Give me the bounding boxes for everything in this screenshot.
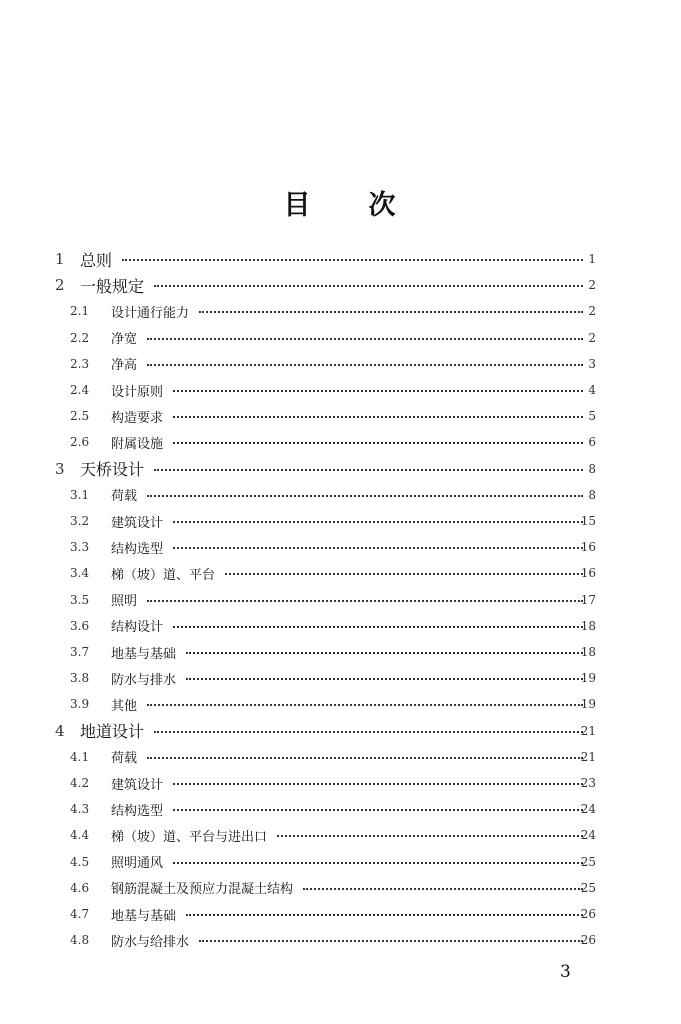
- toc-entry-number: 3.7: [70, 645, 90, 659]
- toc-entry: [0, 665, 681, 691]
- toc-entry: [0, 613, 681, 639]
- toc-entry-title: 地道设计: [80, 722, 145, 742]
- toc-entry: [0, 822, 681, 848]
- toc-entry-number: 3.6: [70, 618, 90, 633]
- toc-entry-number: 4.2: [70, 776, 90, 790]
- toc-leader-dots: [173, 781, 583, 785]
- toc-entry: [0, 482, 681, 508]
- toc-entry-page: 16: [580, 540, 596, 555]
- toc-entry-page: 3: [588, 356, 596, 371]
- toc-entry-title: 总则: [80, 250, 113, 270]
- toc-entry-number: 3.3: [70, 540, 90, 555]
- toc-entry-number: 3.5: [70, 592, 90, 607]
- toc-leader-dots: [147, 702, 583, 706]
- toc-entry-number: 2.5: [70, 409, 90, 424]
- toc-entry-page: 6: [588, 435, 596, 450]
- toc-entry: [0, 377, 681, 403]
- toc-entry: [0, 560, 681, 586]
- toc-entry-title: 附属设施: [111, 436, 164, 452]
- toc-entry: [0, 403, 681, 429]
- toc-entry-title: 结构设计: [111, 620, 164, 636]
- toc-entry: [0, 927, 681, 953]
- toc-entry-page: 25: [580, 880, 596, 895]
- toc-leader-dots: [277, 833, 583, 837]
- toc-leader-dots: [173, 807, 583, 811]
- toc-entry-number: 2: [55, 276, 65, 295]
- toc-leader-dots: [173, 519, 583, 523]
- toc-entry-page: 2: [588, 278, 596, 293]
- toc-entry-title: 设计原则: [111, 384, 164, 400]
- toc-entry-number: 4.5: [70, 854, 90, 869]
- toc-leader-dots: [147, 493, 583, 497]
- toc-entry-page: 19: [580, 671, 596, 686]
- toc-entry-number: 4.1: [70, 749, 90, 764]
- toc-entry-title: 其他: [111, 698, 138, 714]
- toc-entry-title: 净高: [111, 358, 138, 374]
- toc-entry: [0, 456, 681, 482]
- toc-entry: [0, 770, 681, 796]
- toc-leader-dots: [303, 886, 583, 890]
- title-char-2: 次: [368, 190, 398, 221]
- toc-leader-dots: [173, 545, 583, 549]
- toc-entry-page: 2: [588, 330, 596, 345]
- toc-entry-title: 建筑设计: [111, 515, 164, 531]
- toc-entry: [0, 875, 681, 901]
- toc-entry-number: 3.9: [70, 697, 90, 712]
- toc-leader-dots: [173, 860, 583, 864]
- toc-leader-dots: [199, 309, 583, 313]
- toc-entry: [0, 351, 681, 377]
- toc-entry-number: 3.4: [70, 566, 90, 581]
- toc-entry-title: 照明通风: [111, 856, 164, 872]
- toc-entry-number: 3: [55, 459, 65, 478]
- toc-entry-page: 2: [588, 304, 596, 319]
- toc-entry-number: 1: [55, 250, 65, 268]
- toc-entry-page: 1: [588, 252, 596, 266]
- toc-leader-dots: [186, 676, 583, 680]
- toc-entry: [0, 744, 681, 770]
- toc-entry: [0, 639, 681, 665]
- toc-entry-page: 5: [588, 409, 596, 424]
- toc-entry: [0, 534, 681, 560]
- toc-entry-page: 18: [580, 618, 596, 633]
- toc-leader-dots: [173, 440, 583, 444]
- toc-entry-title: 一般规定: [80, 276, 145, 296]
- toc-entry-page: 24: [580, 828, 596, 843]
- toc-entry-page: 18: [580, 645, 596, 659]
- toc-entry-title: 防水与给排水: [111, 934, 190, 950]
- toc-entry-page: 8: [588, 461, 596, 476]
- toc-entry-title: 净宽: [111, 332, 138, 348]
- toc-entry: [0, 849, 681, 875]
- toc-entry-title: 地基与基础: [111, 908, 177, 924]
- toc-entry-title: 结构选型: [111, 541, 164, 557]
- toc-leader-dots: [173, 414, 583, 418]
- toc-leader-dots: [154, 467, 583, 471]
- toc-entry-title: 梯（坡）道、平台: [111, 567, 216, 583]
- toc-entry-page: 21: [580, 723, 596, 738]
- toc-entry: [0, 429, 681, 455]
- toc-entry-number: 2.3: [70, 356, 90, 371]
- toc-entry-page: 23: [580, 776, 596, 790]
- toc-entry: [0, 587, 681, 613]
- toc-entry-title: 结构选型: [111, 803, 164, 819]
- toc-entry-number: 4.4: [70, 828, 90, 843]
- toc-entry-page: 19: [580, 697, 596, 712]
- toc-entry-title: 荷载: [111, 489, 138, 505]
- toc-entry-page: 21: [580, 749, 596, 764]
- toc-entry-title: 钢筋混凝土及预应力混凝土结构: [111, 882, 294, 898]
- toc-entry-number: 4.8: [70, 933, 90, 948]
- toc-entry-number: 3.2: [70, 514, 90, 528]
- toc-leader-dots: [154, 283, 583, 287]
- toc-leader-dots: [186, 650, 583, 654]
- toc-entry-number: 4.6: [70, 880, 90, 895]
- toc-entry-title: 建筑设计: [111, 777, 164, 793]
- toc-leader-dots: [147, 755, 583, 759]
- toc-leader-dots: [225, 571, 583, 575]
- toc-entry-number: 3.8: [70, 671, 90, 686]
- toc-entry-number: 2.6: [70, 435, 90, 450]
- toc-entry-page: 24: [580, 802, 596, 817]
- toc-leader-dots: [186, 912, 583, 916]
- toc-entry: [0, 298, 681, 324]
- toc-entry: [0, 325, 681, 351]
- toc-entry: [0, 691, 681, 717]
- toc-entry-number: 3.1: [70, 487, 90, 502]
- toc-leader-dots: [173, 624, 583, 628]
- toc-entry-number: 4: [55, 721, 65, 740]
- title-char-1: 目: [283, 190, 313, 221]
- toc-leader-dots: [147, 336, 583, 340]
- toc-entry-title: 设计通行能力: [111, 305, 190, 321]
- toc-entry: [0, 508, 681, 534]
- toc-entry-page: 26: [580, 933, 596, 948]
- toc-entry: [0, 901, 681, 927]
- toc-leader-dots: [147, 598, 583, 602]
- toc-entry-page: 25: [580, 854, 596, 869]
- toc-entry-page: 15: [580, 514, 596, 528]
- toc-leader-dots: [173, 388, 583, 392]
- toc-entry: [0, 272, 681, 298]
- toc-entry-title: 荷载: [111, 751, 138, 767]
- toc-entry-page: 26: [580, 907, 596, 921]
- toc-entry-number: 4.3: [70, 802, 90, 817]
- toc-entry-title: 天桥设计: [80, 460, 145, 480]
- toc-entry-number: 2.2: [70, 330, 90, 345]
- toc-entry-number: 2.1: [70, 304, 90, 319]
- toc-entry-page: 16: [580, 566, 596, 581]
- toc-entry-page: 4: [588, 383, 596, 397]
- toc-entry: [0, 246, 681, 272]
- toc-entry-title: 照明: [111, 594, 138, 610]
- toc-leader-dots: [154, 729, 583, 733]
- toc-entry-number: 4.7: [70, 907, 90, 921]
- toc-entry: [0, 718, 681, 744]
- toc-entry-title: 地基与基础: [111, 646, 177, 662]
- toc-leader-dots: [147, 362, 583, 366]
- page-number: 3: [560, 962, 571, 982]
- toc-entry-title: 防水与排水: [111, 672, 177, 688]
- toc-entry: [0, 796, 681, 822]
- toc-entry-page: 8: [588, 487, 596, 502]
- toc-leader-dots: [199, 938, 583, 942]
- toc-entry-title: 梯（坡）道、平台与进出口: [111, 829, 268, 845]
- toc-entry-page: 17: [580, 592, 596, 607]
- toc-entry-title: 构造要求: [111, 410, 164, 426]
- page-title: [0, 183, 681, 222]
- toc-leader-dots: [122, 257, 583, 261]
- toc-entry-number: 2.4: [70, 383, 90, 397]
